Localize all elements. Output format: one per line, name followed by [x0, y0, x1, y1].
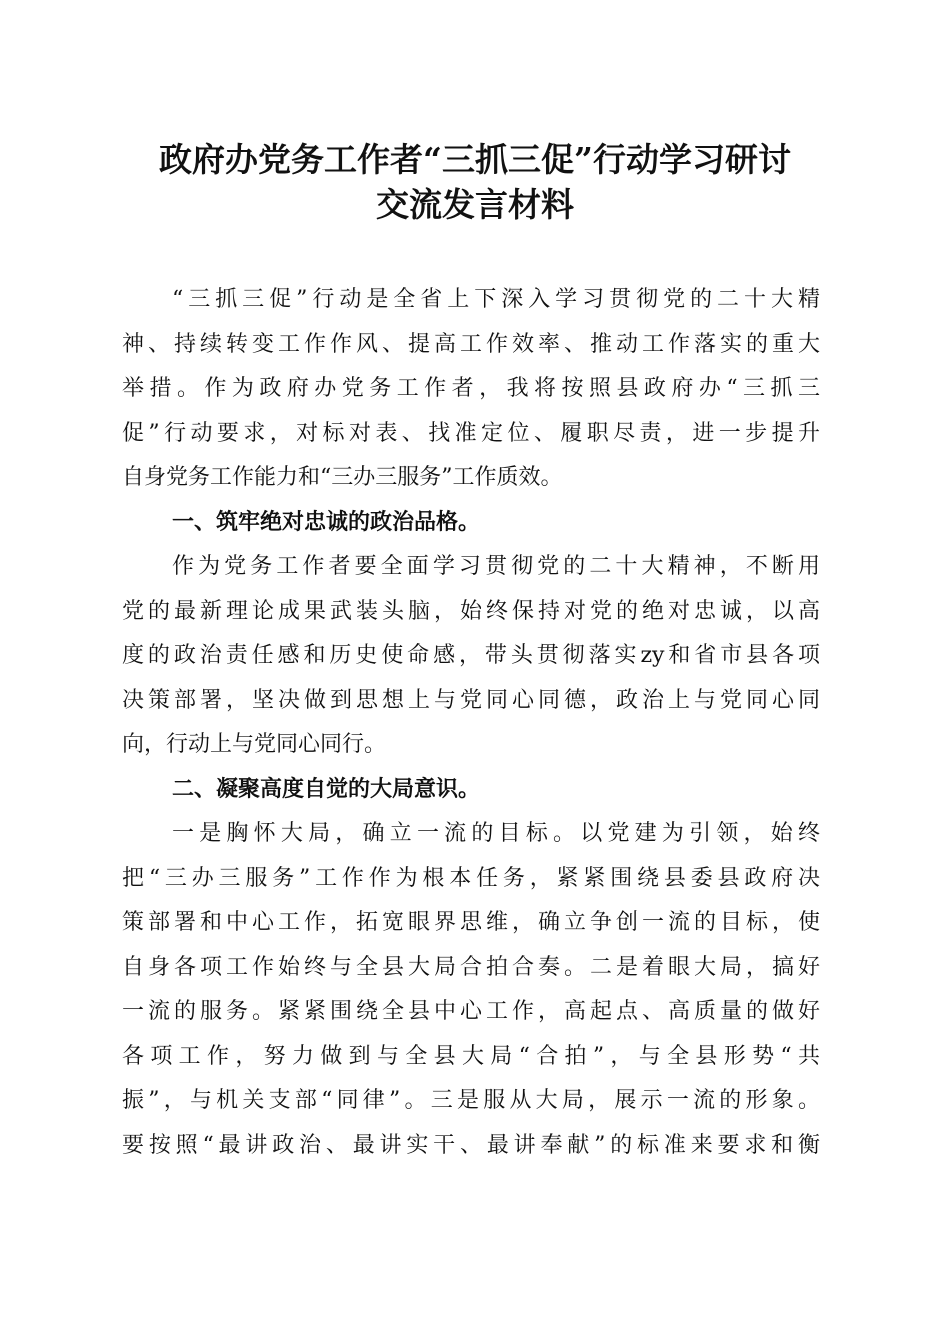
- text-line: “三抓三促”行动是全省上下深入学习贯彻党的二十大精: [172, 287, 820, 312]
- text-line: 二、凝聚高度自觉的大局意识。: [172, 776, 481, 802]
- title-line: 政府办党务工作者“三抓三促”行动学习研讨: [159, 140, 791, 179]
- text-line: 振”，与机关支部“同律”。三是服从大局，展示一流的形象。: [122, 1088, 820, 1113]
- text-line: 党的最新理论成果武装头脑，始终保持对党的绝对忠诚，以高: [122, 598, 820, 624]
- text-line: 举措。作为政府办党务工作者，我将按照县政府办“三抓三: [122, 376, 820, 401]
- section-heading: [122, 501, 820, 546]
- text-line: 决策部署，坚决做到思想上与党同心同德，政治上与党同心同: [122, 687, 820, 713]
- text-line: 神、持续转变工作作风、提高工作效率、推动工作落实的重大: [122, 331, 820, 357]
- text-line: 各项工作，努力做到与全县大局“合拍”，与全县形势“共: [122, 1043, 820, 1069]
- paragraph: [122, 812, 820, 1168]
- text-line: 要按照“最讲政治、最讲实干、最讲奉献”的标准来要求和衡: [122, 1132, 820, 1158]
- text-line: 自身各项工作始终与全县大局合拍合奏。二是着眼大局，搞好: [122, 954, 820, 980]
- paragraph: [122, 278, 820, 501]
- text-line: 促”行动要求，对标对表、找准定位、履职尽责，进一步提升: [122, 420, 820, 446]
- text-line: 自身党务工作能力和“三办三服务”工作质效。: [122, 465, 563, 490]
- text-line: 一、筑牢绝对忠诚的政治品格。: [172, 509, 481, 535]
- text-line: 策部署和中心工作，拓宽眼界思维，确立争创一流的目标，使: [122, 910, 820, 935]
- paragraph: [122, 545, 820, 768]
- text-line: 向，行动上与党同心同行。: [122, 732, 387, 757]
- title-line: 交流发言材料: [376, 185, 574, 224]
- document-body: [122, 278, 820, 1168]
- section-heading: [122, 768, 820, 813]
- text-line: 把“三办三服务”工作作为根本任务，紧紧围绕县委县政府决: [122, 865, 820, 891]
- text-line: 度的政治责任感和历史使命感，带头贯彻落实zy和省市县各项: [122, 643, 820, 668]
- text-line: 一流的服务。紧紧围绕全县中心工作，高起点、高质量的做好: [122, 999, 820, 1024]
- text-line: 作为党务工作者要全面学习贯彻党的二十大精神，不断用: [172, 554, 820, 579]
- text-line: 一是胸怀大局，确立一流的目标。以党建为引领，始终: [172, 821, 820, 846]
- document-title: [110, 137, 840, 227]
